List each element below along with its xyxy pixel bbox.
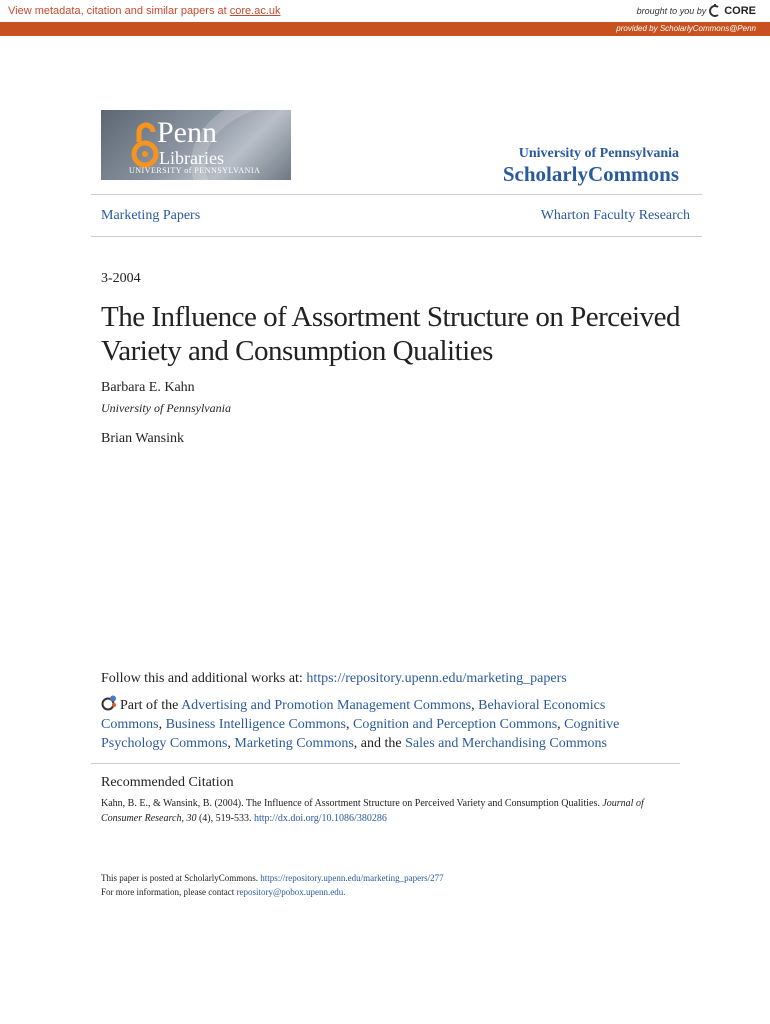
author-name: Brian Wansink — [101, 431, 184, 446]
brought-text: brought to you by — [636, 6, 707, 16]
divider — [91, 194, 702, 195]
author-affiliation: University of Pennsylvania — [101, 401, 231, 415]
scholarlycommons-link[interactable]: ScholarlyCommons — [502, 162, 679, 186]
university-link[interactable]: University of Pennsylvania — [518, 146, 679, 161]
posted-text: This paper is posted at ScholarlyCommons. — [101, 873, 258, 883]
core-banner — [0, 0, 770, 22]
citation-body: Kahn, B. E., & Wansink, B. (2004). The Influence of Assortment Structure on Perceived Variety and Consumption Qualities. — [101, 798, 600, 809]
bepress-commons-icon — [101, 695, 117, 711]
logo-university: UNIVERSITY of PENNSYLVANIA — [129, 166, 261, 175]
core-label[interactable]: CORE — [724, 5, 756, 17]
follow-text: Follow this and additional works at: — [101, 671, 303, 686]
author-name: Barbara E. Kahn — [101, 380, 195, 395]
commons-link[interactable]: Business Intelligence Commons — [165, 717, 347, 732]
part-of-prefix: Part of the — [120, 698, 179, 713]
collection-url-link[interactable]: https://repository.upenn.edu/marketing_papers — [306, 671, 567, 686]
logo-penn: Penn — [157, 116, 217, 149]
contact-text: For more information, please contact — [101, 887, 235, 897]
open-access-lock-icon — [131, 120, 159, 170]
follow-works — [101, 671, 567, 687]
commons-link[interactable]: Cognitive Psychology Commons — [101, 717, 620, 751]
penn-libraries-logo[interactable] — [101, 110, 291, 180]
commons-link[interactable]: Behavioral Economics Commons — [101, 698, 606, 732]
posted-notice — [101, 871, 444, 899]
logo-libraries: Libraries — [159, 148, 224, 168]
contact-email-link[interactable]: repository@pobox.upenn.edu. — [236, 887, 346, 897]
part-of-commons: Part of the Advertising and Promotion Management Commons, Behavioral Economics Commons, Business Intelligence Commons, Cognition and Perception Commons, Cognitive Psychology Commons, Marketing Commons, and the Sales and Merchandising Commons — [101, 695, 661, 753]
commons-link[interactable]: Advertising and Promotion Management Commons — [181, 698, 472, 713]
brought-by — [637, 4, 756, 18]
marketing-papers-link[interactable]: Marketing Papers — [101, 208, 201, 223]
paper-title: The Influence of Assortment Structure on Perceived Variety and Consumption Qualities — [101, 301, 680, 367]
provider-bar — [0, 22, 770, 36]
citation-text — [101, 796, 681, 826]
commons-link[interactable]: Sales and Merchandising Commons — [405, 736, 607, 751]
core-link[interactable]: core.ac.uk — [229, 5, 281, 17]
divider — [91, 763, 680, 764]
metadata-notice — [8, 5, 281, 17]
citation-pages: (4), 519-533. — [198, 813, 252, 824]
core-logo-icon — [709, 4, 721, 18]
and-the-text: , and the — [353, 736, 402, 751]
citation-journal: Journal of Consumer Research, 30 — [101, 798, 644, 824]
metadata-text: View metadata, citation and similar papers at — [8, 5, 227, 17]
divider — [91, 236, 702, 237]
commons-link[interactable]: Cognition and Perception Commons — [353, 717, 558, 732]
recommended-citation-heading: Recommended Citation — [101, 775, 234, 790]
paper-url-link[interactable]: https://repository.upenn.edu/marketing_papers/277 — [260, 873, 444, 883]
provider-text[interactable]: provided by ScholarlyCommons@Penn — [616, 24, 756, 33]
doi-link[interactable]: http://dx.doi.org/10.1086/380286 — [253, 813, 387, 824]
wharton-faculty-research-link[interactable]: Wharton Faculty Research — [540, 208, 690, 223]
publication-date: 3-2004 — [101, 271, 141, 286]
commons-link[interactable]: Marketing Commons — [234, 736, 354, 751]
